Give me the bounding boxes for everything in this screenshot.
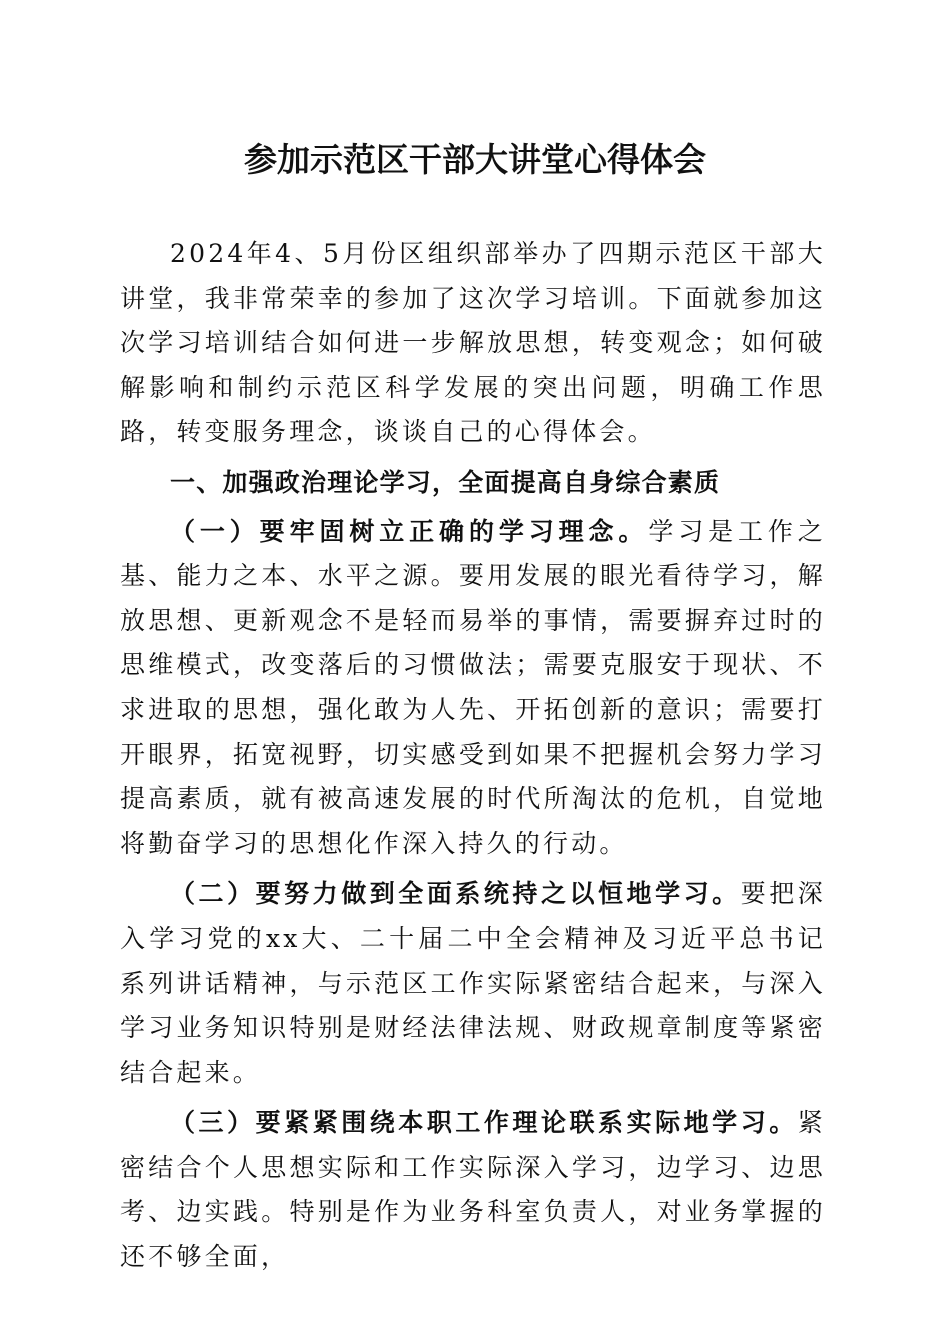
document-title: 参加示范区干部大讲堂心得体会 bbox=[244, 140, 706, 179]
section-heading-1: 一、加强政治理论学习，全面提高自身综合素质 bbox=[170, 467, 721, 497]
point-text-1: 学习是工作之基、能力之本、水平之源。要用发展的眼光看待学习，解放思想、更新观念不是轻而易举的事情，需要摒弃过时的思维模式，改变落后的习惯做法；需要克服安于现状、不求进取的思想，强化敢为人先、开拓创新的意识；需要打开眼界，拓宽视野，切实感受到如果不把握机会努力学习提高素质，就有被高速发展的时代所淘汰的危机，自觉地将勤奋学习的思想化作深入持久的行动。 bbox=[120, 516, 827, 858]
point-lead-2: （二）要努力做到全面系统持之以恒地学习。 bbox=[170, 879, 741, 909]
document-body bbox=[120, 232, 826, 1286]
point-lead-1: （一）要牢固树立正确的学习理念。 bbox=[170, 516, 649, 546]
point-text-2: 要把深入学习党的xx大、二十届二中全会精神及习近平总书记系列讲话精神，与示范区工作实际紧密结合起来，与深入学习业务知识特别是财经法律法规、财政规章制度等紧密结合起来。 bbox=[120, 879, 826, 1087]
point-paragraph-3 bbox=[120, 1101, 826, 1279]
point-paragraph-1 bbox=[120, 510, 826, 867]
point-lead-3: （三）要紧紧围绕本职工作理论联系实际地学习。 bbox=[170, 1108, 798, 1138]
point-paragraph-2 bbox=[120, 872, 826, 1095]
intro-paragraph: 2024年4、5月份区组织部举办了四期示范区干部大讲堂，我非常荣幸的参加了这次学习培训。下面就参加这次学习培训结合如何进一步解放思想，转变观念；如何破解影响和制约示范区科学发展的突出问题，明确工作思路，转变服务理念，谈谈自己的心得体会。 bbox=[120, 239, 826, 447]
point-text-3: 紧密结合个人思想实际和工作实际深入学习，边学习、边思考、边实践。特别是作为业务科室负责人，对业务掌握的还不够全面， bbox=[120, 1108, 826, 1272]
